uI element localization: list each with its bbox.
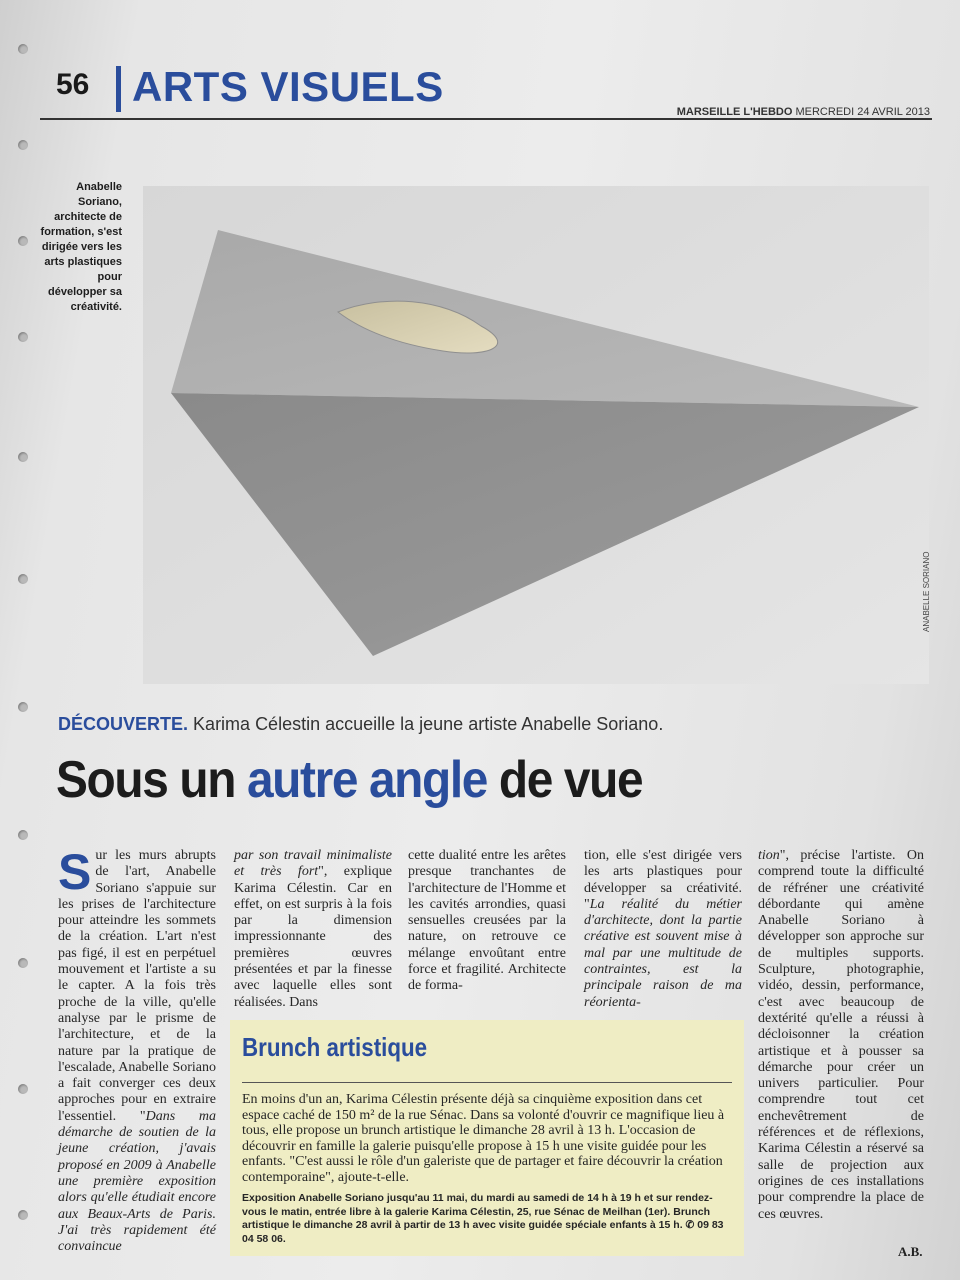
box-rule <box>242 1082 732 1083</box>
publication-name: MARSEILLE L'HEBDO <box>676 106 793 118</box>
column-4-quote: La réalité du métier d'architecte, dont la partie créative est souvent mise à mal par une multitude de contraintes, est la principale raison de ma réorienta- <box>584 896 742 1010</box>
column-1-quote: Dans ma démarche de soutien de la jeune création, j'avais proposé en 2009 à Anabelle une première exposition alors qu'elle étudiait encore aux Beaux-Arts de Paris. J'ai très rapidement été convaincue <box>58 1108 216 1255</box>
headline-part-2: de vue <box>498 751 643 809</box>
column-1-text: ur les murs abrupts de l'art, Anabelle Soriano s'appuie sur les prises de l'architecture pour atteindre les sommets de la création. L'art n'est pas figé, il est en perpétuel mouvement et l'artiste a su le capter. A la fois très proche de la ville, qu'elle analyse par le prisme de l'architecture, et de la nature par la pratique de l'escalade, Anabelle Soriano a fait converger ces deux approches pour en extraire l'essentiel. " <box>58 848 216 1124</box>
article-column-1 <box>58 844 216 1255</box>
box-practical-info: Exposition Anabelle Soriano jusqu'au 11 mai, du mardi au samedi de 14 h à 19 h et sur rendez-vous le matin, entrée libre à la galerie Karima Célestin, 25, rue Sénac de Meilhan (1er). Brunch artistique le dimanche 28 avril à partir de 13 h avec visite guidée spéciale enfants à 15 h. ✆ 09 83 04 58 06. <box>242 1192 724 1245</box>
kicker <box>58 714 663 735</box>
section-bar <box>116 66 121 112</box>
article-column-4 <box>584 848 742 1011</box>
publication-date: MERCREDI 24 AVRIL 2013 <box>795 106 930 118</box>
photo-credit: ANABELLE SORIANO <box>922 551 931 632</box>
publication-line <box>677 106 930 118</box>
box-text: En moins d'un an, Karima Célestin présente déjà sa cinquième exposition dans cet espace caché de 150 m² de la rue Sénac. Dans sa volonté d'ouvrir ce magnifique lieu à tous, elle propose un brunch artistique le dimanche 28 avril à 13 h. L'occasion de découvrir en famille la galerie puisqu'elle propose à 15 h une visite guidée pour les enfants. "C'est aussi le rôle d'un galeriste que de partager et faire découvrir la création contemporaine", ajoute-t-elle. <box>242 1092 725 1185</box>
column-5-text: ", précise l'artiste. On comprend toute la difficulté de réfréner une créativité débordante qui amène Anabelle Soriano à développer son approche sur de multiples supports. Sculpture, photographie, vidéo, dessin, performance, c'est avec beaucoup de dextérité qu'elle a réussi à décloisonner la création artistique et à pousser sa démarche pour créer un univers particulier. Pour comprendre tout cet enchevêtrement de références et de réflexions, Karima Célestin a réservé sa salle de projection aux origines de ces installations pour comprendre la place de ces œuvres. <box>758 848 924 1222</box>
artwork-photo <box>143 186 929 684</box>
column-2-quote: par son travail minimaliste et très fort <box>234 848 392 880</box>
author-signature: A.B. <box>898 1244 923 1259</box>
page-number: 56 <box>56 68 90 101</box>
brunch-box <box>230 1020 744 1256</box>
article-column-5 <box>758 848 924 1223</box>
column-2-text: ", explique Karima Célestin. Car en effet, on est surpris à la fois par la dimension impressionnante des premières œuvres présentées et par la finesse avec laquelle elles sont réalisées. Dans <box>234 864 392 1010</box>
headline <box>56 750 642 810</box>
article-column-3 <box>408 848 566 995</box>
column-4-text: tion, elle s'est dirigée vers les arts plastiques pour développer sa créativité. " <box>584 848 742 912</box>
kicker-label: DÉCOUVERTE. <box>58 714 189 734</box>
kicker-text: Karima Célestin accueille la jeune artiste Anabelle Soriano. <box>193 714 664 734</box>
header-rule <box>40 118 932 120</box>
section-title: ARTS VISUELS <box>132 63 444 110</box>
photo-caption: Anabelle Soriano, architecte de formation, s'est dirigée vers les arts plastiques pour développer sa créativité. <box>40 181 122 313</box>
column-3-text: cette dualité entre les arêtes presque tranchantes de l'architecture de l'Homme et les cavités arrondies, quasi sensuelles creusées par la nature, on retrouve ce mélange envoûtant entre force et fragilité. Architecte de forma- <box>408 848 566 994</box>
column-5-quote: tion <box>758 848 780 863</box>
box-title: Brunch artistique <box>242 1032 428 1062</box>
headline-part-1: Sous un <box>56 751 236 809</box>
drop-cap: S <box>58 844 92 900</box>
headline-highlight: autre angle <box>246 751 488 809</box>
article-column-2 <box>234 848 392 1011</box>
